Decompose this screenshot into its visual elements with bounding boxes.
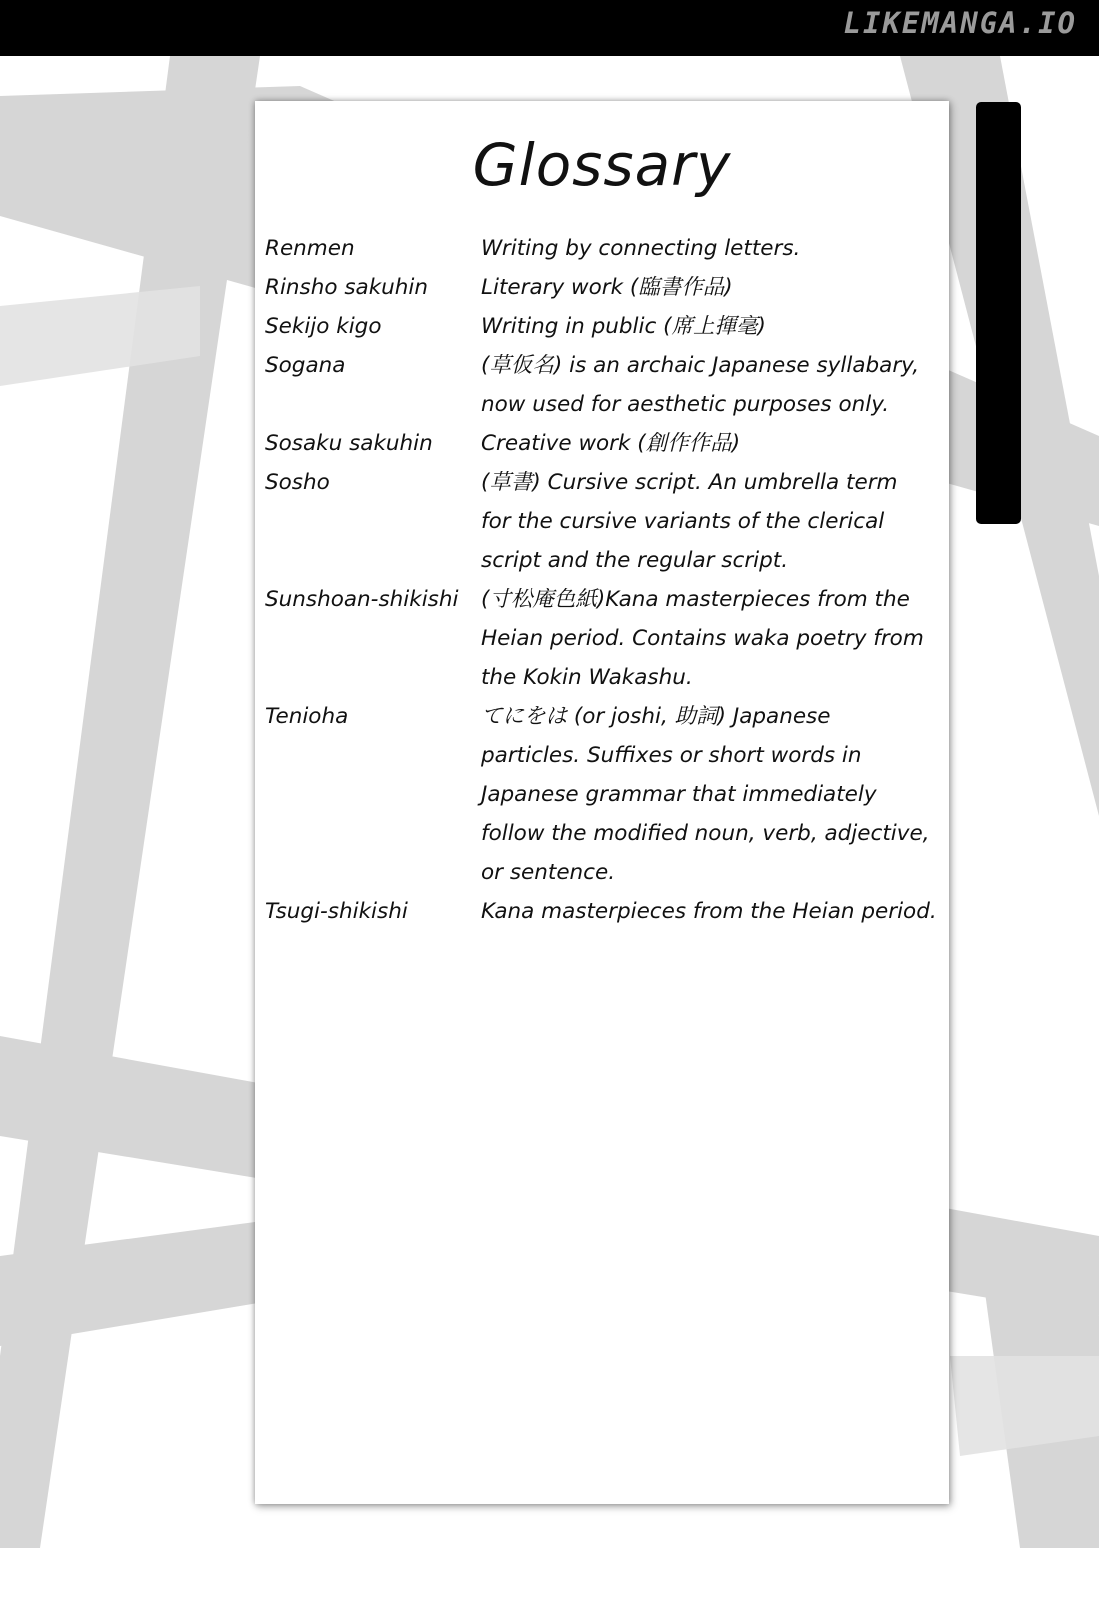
glossary-entry bbox=[265, 268, 945, 307]
scrollbar-thumb[interactable] bbox=[976, 102, 1021, 524]
definition-line: particles. Suffixes or short words in bbox=[481, 743, 862, 768]
definition-line: Creative work (創作作品) bbox=[481, 431, 741, 456]
glossary-term: Sosaku sakuhin bbox=[265, 431, 433, 456]
definition-line: てにをは (or joshi, 助詞) Japanese bbox=[481, 704, 831, 729]
definition-line: Japanese grammar that immediately bbox=[481, 782, 877, 807]
glossary-term: Tsugi-shikishi bbox=[265, 899, 408, 924]
glossary-term: Sekijo kigo bbox=[265, 314, 382, 339]
glossary-entry-list bbox=[265, 229, 945, 931]
definition-line: (草仮名) is an archaic Japanese syllabary, bbox=[481, 353, 920, 378]
page-title: Glossary bbox=[472, 131, 732, 199]
definition-line: the Kokin Wakashu. bbox=[481, 665, 693, 690]
definition-line: for the cursive variants of the clerical bbox=[481, 509, 885, 534]
glossary-page bbox=[255, 101, 949, 1504]
glossary-entry bbox=[265, 424, 945, 463]
definition-line: or sentence. bbox=[481, 860, 616, 885]
glossary-definition bbox=[481, 697, 945, 892]
glossary-term: Sosho bbox=[265, 470, 330, 495]
glossary-term: Rinsho sakuhin bbox=[265, 275, 429, 300]
definition-line: Literary work (臨書作品) bbox=[481, 275, 733, 300]
definition-line: follow the modified noun, verb, adjective, bbox=[481, 821, 930, 846]
definition-line: (寸松庵色紙)Kana masterpieces from the bbox=[481, 587, 910, 612]
definition-line: Heian period. Contains waka poetry from bbox=[481, 626, 924, 651]
glossary-entry bbox=[265, 463, 945, 580]
glossary-entry bbox=[265, 229, 945, 268]
glossary-term: Renmen bbox=[265, 236, 355, 261]
glossary-entry bbox=[265, 892, 945, 931]
glossary-entry bbox=[265, 346, 945, 424]
glossary-entry bbox=[265, 580, 945, 697]
glossary-definition bbox=[481, 892, 945, 931]
glossary-definition bbox=[481, 268, 945, 307]
glossary-entry bbox=[265, 307, 945, 346]
definition-line: Writing in public (席上揮毫) bbox=[481, 314, 766, 339]
glossary-term: Tenioha bbox=[265, 704, 349, 729]
glossary-definition bbox=[481, 346, 945, 424]
definition-line: now used for aesthetic purposes only. bbox=[481, 392, 890, 417]
top-bar bbox=[0, 0, 1099, 56]
definition-line: script and the regular script. bbox=[481, 548, 789, 573]
glossary-term: Sunshoan-shikishi bbox=[265, 587, 459, 612]
definition-line: (草書) Cursive script. An umbrella term bbox=[481, 470, 898, 495]
glossary-term: Sogana bbox=[265, 353, 346, 378]
glossary-definition bbox=[481, 229, 945, 268]
glossary-definition bbox=[481, 463, 945, 580]
glossary-entry bbox=[265, 697, 945, 892]
glossary-definition bbox=[481, 307, 945, 346]
site-watermark: LIKEMANGA.IO bbox=[843, 6, 1077, 40]
definition-line: Writing by connecting letters. bbox=[481, 236, 801, 261]
glossary-definition bbox=[481, 424, 945, 463]
glossary-definition bbox=[481, 580, 945, 697]
definition-line: Kana masterpieces from the Heian period. bbox=[481, 899, 937, 924]
